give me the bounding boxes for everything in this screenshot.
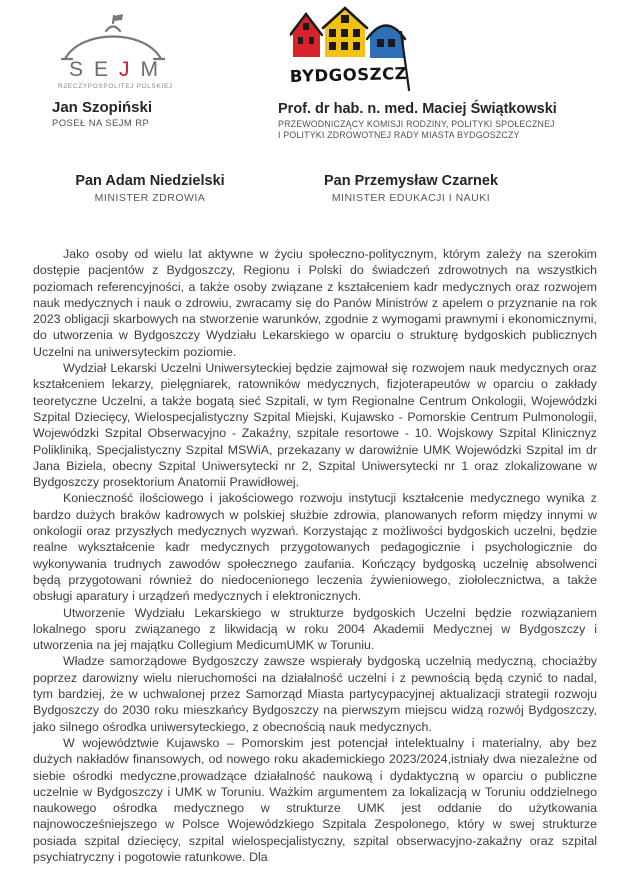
sender-right-role-line2: I POLITYKI ZDROWOTNEJ RADY MIASTA BYDGOSZCZY [278,130,520,140]
body-paragraph-1: Jako osoby od wielu lat aktywne w życiu społeczno-politycznym, którym zależy na szerokim dostępie pacjentów z Bydgoszczy, Regionu i Polski do świadczeń zdrowotnych na wszystkich poziomach referencyjności, a także osoby związane z kształceniem kadr medycznych oraz rozwojem nauk medycznych i nauk o zdrowiu, zwracamy się do Panów Ministrów z apelem o przyznanie na rok 2023 obligacji skarbowych na stworzenie warunków, zgodnie z wymogami prawnymi i ekonomicznymi, do utworzenia w Bydgoszczy Wydziału Lekarskiego w oparciu o strukturę bydgoskich publicznych Uczelni na uniwersyteckim poziomie. [33,247,597,359]
addressee-title: MINISTER ZDROWIA [94,192,206,204]
sejm-logo-subtitle: RZECZYPOSPOLITEJ POLSKIEJ [58,83,173,90]
bydgoszcz-houses-icon [290,6,412,94]
sender-right-name: Prof. dr hab. n. med. Maciej Świątkowski [278,101,557,117]
sejm-wordmark [58,58,168,82]
body-paragraph-6: W województwie Kujawsko – Pomorskim jest potencjał intelektualny i materialny, aby bez dużych nakładów finansowych, od nowego roku akademickiego 2023/2024,istniały dwa niezależne od siebie ośrodki medyczne,prowadzące działalność naukową i dydaktyczną w oparciu o publiczne uczelnie w Bydgoszczy i UMK w Toruniu. Ważkim argumentem za lokalizacją w Toruniu oddzielnego naukowego ośrodka medycznego w strukturze UMK jest oddanie do użytkowania najnowocześniejszego w Polsce Wojewódzkiego Szpitala Zespolonego, który w swej strukturze posiada szpital dziecięcy, szpital wielospecjalistyczny, szpital obserwacyjno-zakaźny oraz szpital psychiatryczny i pogotowie ratunkowe. Dla [33,735,597,864]
addressee-name: Pan Przemysław Czarnek [323,173,499,189]
sejm-letter-s: S [69,58,95,81]
sender-left-block [52,14,232,129]
body-paragraph-2: Wydział Lekarski Uczelni Uniwersyteckiej będzie zajmował się rozwojem nauk medycznych oraz kształceniem lekarzy, pielęgniarek, ratowników medycznych, fizjoterapeutów w oparciu o zakłady teoretyczne Uczelni, a także bogatą sieć Szpitali, w tym Regionalne Centrum Onkologii, Wojewódzki Szpital Dziecięcy, Wielospecjalistyczny Szpital Miejski, Kujawsko - Pomorskie Centrum Pulmonologii, Wojewódzki Szpital Obserwacyjno - Zakaźny, szpitale resortowe - 10. Wojskowy Szpital Klinicznyz Polikliniką, Specjalistyczny Szpital MSWiA, przekazany w darowiźnie UMK Wojewódzki Szpital im dr Jana Biziela, obecny Szpital Uniwersytecki nr 2, Szpital Uniwersytecki nr 1 oraz zlokalizowane w Bydgoszczy prosektorium Anatomii Prawidłowej. [33,361,597,490]
bydgoszcz-wordmark: BYDGOSZCZ [290,63,408,86]
sejm-letter-j: J [119,58,141,81]
addressee-minister-edukacji [261,173,561,204]
addressee-title: MINISTER EDUKACJI I NAUKI [331,192,491,204]
sender-right-block [278,6,608,140]
sejm-letter-e: E [94,58,120,81]
addressee-name: Pan Adam Niedzielski [75,173,225,189]
letter-body [33,246,597,865]
sejm-logo [58,14,173,90]
sender-right-role-line1: PRZEWODNICZĄCY KOMISJI RODZINY, POLITYKI SPOŁECZNEJ [278,119,555,129]
bydgoszcz-logo [290,6,608,99]
sejm-letter-m: M [140,58,170,81]
sender-left-role: POSEŁ NA SEJM RP [52,118,150,129]
body-paragraph-4: Utworzenie Wydziału Lekarskiego w strukturze bydgoskich Uczelni będzie rozwiązaniem lokalnego sporu związanego z likwidacją w roku 2004 Akademii Medycznej w Bydgoszczy i utworzenia na jej majątku Collegium MedicumUMK w Toruniu. [33,605,597,653]
sender-left-name: Jan Szopiński [52,99,153,116]
addressee-row [0,173,629,228]
addressee-minister-zdrowia [0,173,300,204]
body-paragraph-3: Konieczność ilościowego i jakościowego rozwoju instytucji kształcenie medycznego wynika z bardzo dużych braków kadrowych w polskiej służbie zdrowia, planowanych reform między innymi w onkologii oraz przyszłych medycznych wyzwań. Korzystając z możliwości bydgoskich uczelni, będzie realne wykształcenie kadr medycznych przygotowanych pedagogicznie i psychologicznie do wykonywania trudnych zawodów społecznego zaufania. Kończący bydgoską uczelnię absolwenci będą przygotowani również do niedocenionego leczenia żywieniowego, ziołolecznictwa, a także obsługi aparatury i urządzeń medycznych i elektronicznych. [33,491,597,604]
sejm-dome-icon [61,14,165,62]
sejm-flag-icon [114,14,123,21]
body-paragraph-5: Władze samorządowe Bydgoszczy zawsze wspierały bydgoską uczelnią medyczną, chociażby poprzez darowizny wielu nieruchomości na działalność uczelni i z pewnością będą czynić to nadal, tym bardziej, że w uchwalonej przez Samorząd Miasta partycypacyjnej aktualizacji strategii rozwoju Bydgoszczy do 2030 roku mieszkańcy Bydgoszczy na pierwszym miejscu widzą rozwój Bydgoszczy, jako silnego ośrodka uniwersyteckiego, z obecnością nauk medycznych. [33,654,597,734]
